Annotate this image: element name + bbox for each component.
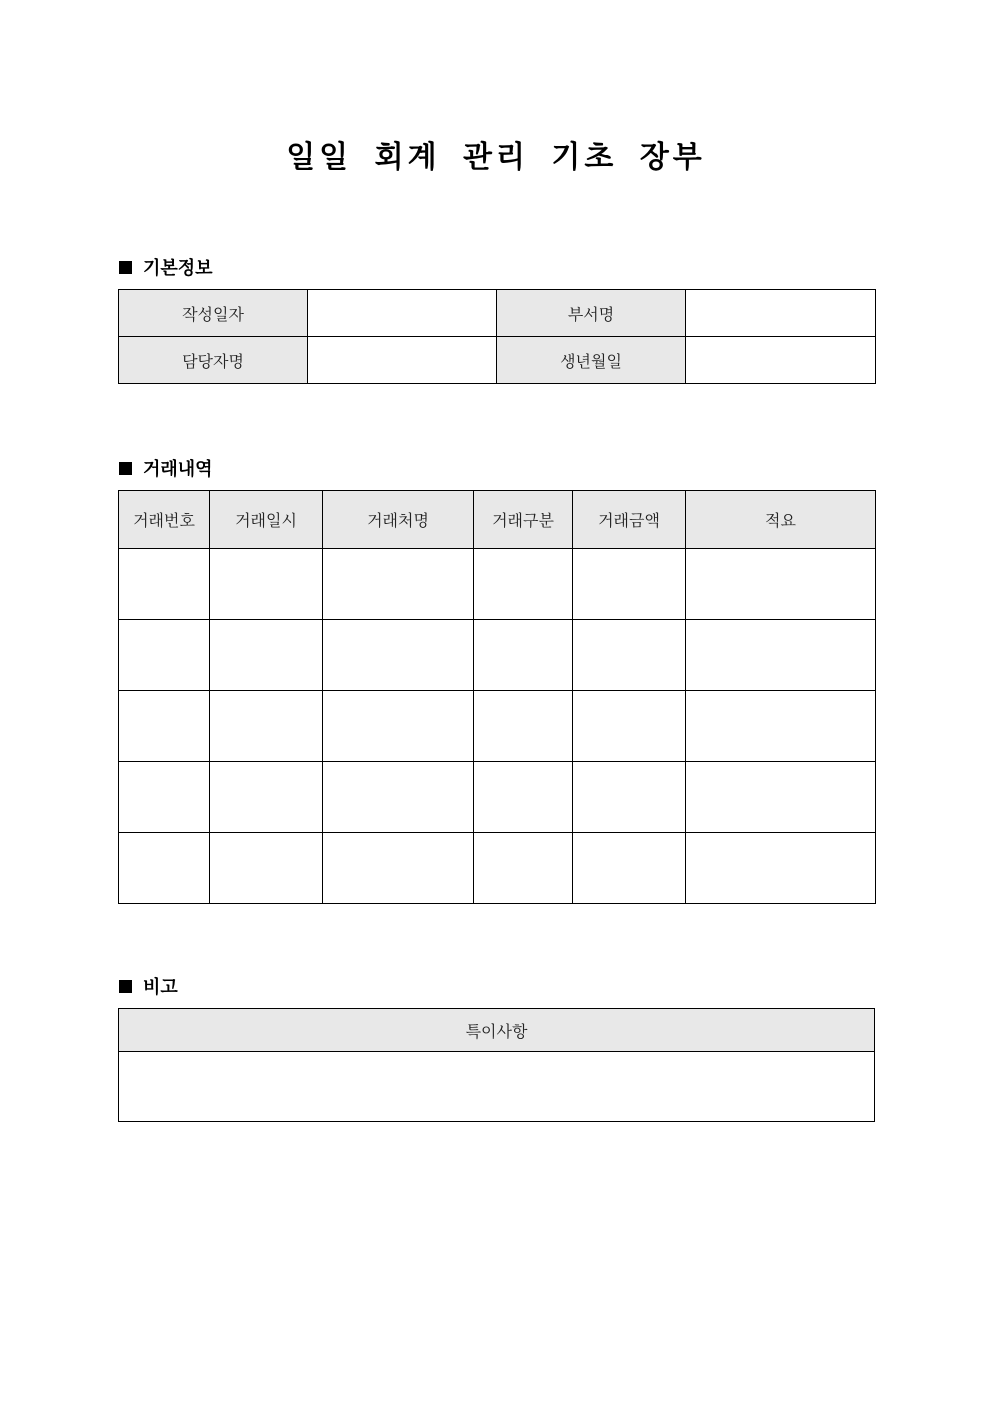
table-cell[interactable] <box>573 833 686 904</box>
table-cell[interactable] <box>119 762 210 833</box>
field-birth-date[interactable] <box>686 337 876 384</box>
section-heading-notes <box>119 973 178 999</box>
section-heading-basic-info <box>119 254 213 280</box>
square-bullet-icon <box>119 462 132 475</box>
basic-info-table <box>118 289 876 384</box>
column-header-tx-type: 거래구분 <box>474 491 573 549</box>
table-row <box>119 762 876 833</box>
page-title: 일일 회계 관리 기초 장부 <box>286 140 706 175</box>
table-row <box>119 691 876 762</box>
table-cell[interactable] <box>686 833 876 904</box>
table-cell[interactable] <box>573 620 686 691</box>
table-cell[interactable] <box>210 620 323 691</box>
column-header-tx-datetime: 거래일시 <box>210 491 323 549</box>
table-row <box>119 337 876 384</box>
label-written-date: 작성일자 <box>119 290 308 337</box>
table-row <box>119 620 876 691</box>
table-row <box>119 1052 875 1122</box>
table-cell[interactable] <box>686 691 876 762</box>
table-header-row <box>119 1009 875 1052</box>
table-cell[interactable] <box>323 620 474 691</box>
section-heading-label: 비고 <box>143 977 178 998</box>
field-manager[interactable] <box>308 337 497 384</box>
field-special-notes[interactable] <box>119 1052 875 1122</box>
table-cell[interactable] <box>323 762 474 833</box>
label-birth-date: 생년월일 <box>497 337 686 384</box>
table-cell[interactable] <box>686 549 876 620</box>
table-cell[interactable] <box>210 833 323 904</box>
table-cell[interactable] <box>119 620 210 691</box>
table-cell[interactable] <box>119 833 210 904</box>
table-row <box>119 833 876 904</box>
table-cell[interactable] <box>686 620 876 691</box>
label-department: 부서명 <box>497 290 686 337</box>
section-heading-transactions <box>119 455 213 481</box>
column-header-memo: 적요 <box>686 491 876 549</box>
table-cell[interactable] <box>686 762 876 833</box>
table-cell[interactable] <box>573 549 686 620</box>
table-cell[interactable] <box>323 691 474 762</box>
table-cell[interactable] <box>474 762 573 833</box>
table-header-row <box>119 491 876 549</box>
table-cell[interactable] <box>210 691 323 762</box>
table-cell[interactable] <box>119 549 210 620</box>
table-cell[interactable] <box>210 762 323 833</box>
table-cell[interactable] <box>573 691 686 762</box>
label-manager: 담당자명 <box>119 337 308 384</box>
table-cell[interactable] <box>119 691 210 762</box>
column-header-tx-amount: 거래금액 <box>573 491 686 549</box>
table-cell[interactable] <box>474 833 573 904</box>
transactions-table <box>118 490 876 904</box>
field-department[interactable] <box>686 290 876 337</box>
table-cell[interactable] <box>474 620 573 691</box>
column-header-tx-number: 거래번호 <box>119 491 210 549</box>
table-cell[interactable] <box>474 691 573 762</box>
section-heading-label: 거래내역 <box>143 459 213 480</box>
section-heading-label: 기본정보 <box>143 258 213 279</box>
table-cell[interactable] <box>323 549 474 620</box>
column-header-counterparty: 거래처명 <box>323 491 474 549</box>
notes-table <box>118 1008 875 1122</box>
square-bullet-icon <box>119 261 132 274</box>
table-cell[interactable] <box>323 833 474 904</box>
table-cell[interactable] <box>573 762 686 833</box>
square-bullet-icon <box>119 980 132 993</box>
label-special-notes: 특이사항 <box>119 1009 875 1052</box>
table-row <box>119 290 876 337</box>
field-written-date[interactable] <box>308 290 497 337</box>
table-cell[interactable] <box>474 549 573 620</box>
table-row <box>119 549 876 620</box>
table-cell[interactable] <box>210 549 323 620</box>
